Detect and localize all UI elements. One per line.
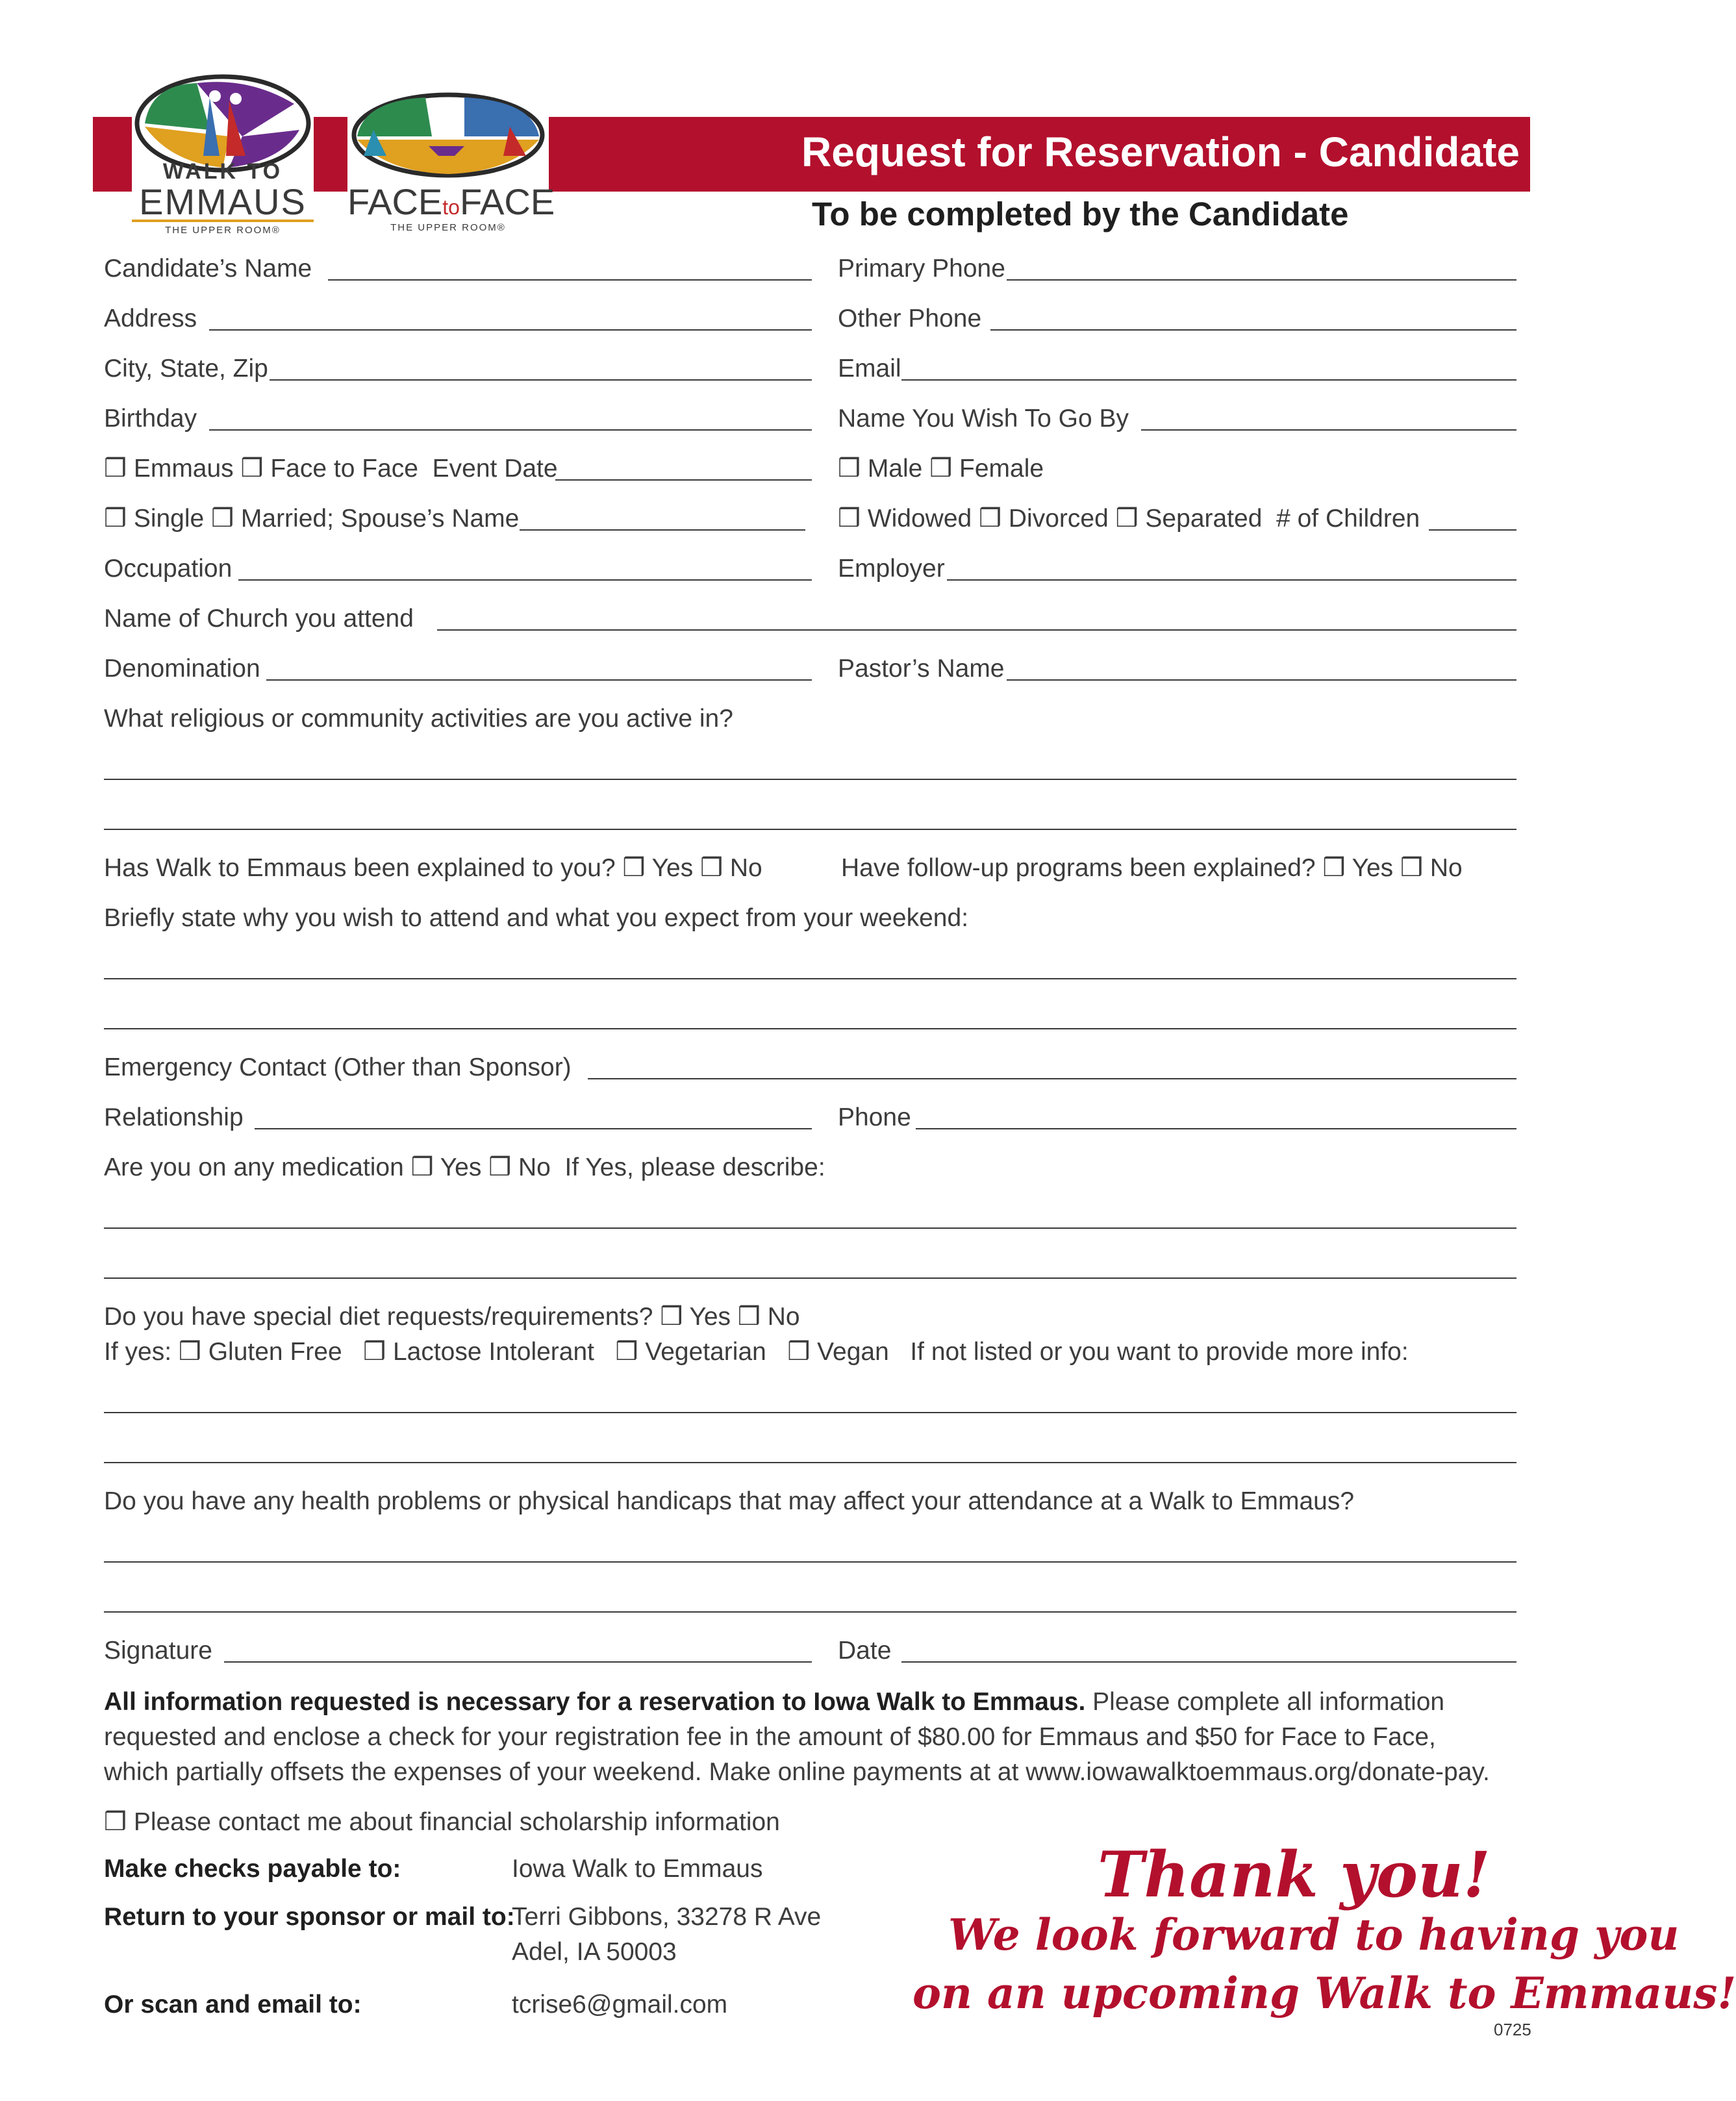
event-date-label: Event Date — [432, 455, 558, 483]
diet-yes-label: Yes — [689, 1303, 731, 1331]
activities-line-2[interactable] — [104, 829, 1516, 830]
walk-to-emmaus-logo — [132, 71, 314, 240]
separated-checkbox[interactable]: ❒ — [1115, 505, 1138, 533]
city-state-zip-label: City, State, Zip — [104, 355, 268, 383]
vegetarian-checkbox[interactable]: ❒ — [615, 1338, 638, 1366]
primary-phone-field[interactable] — [1007, 279, 1516, 281]
thank-you-line-3: on an upcoming Walk to Emmaus! — [912, 1968, 1736, 2019]
male-checkbox[interactable]: ❒ — [838, 455, 861, 483]
signature-label: Signature — [104, 1637, 212, 1665]
return-value-1: Terri Gibbons, 33278 R Ave — [512, 1903, 822, 1931]
vegetarian-label: Vegetarian — [645, 1338, 766, 1366]
candidate-name-field[interactable] — [328, 279, 812, 281]
logo-upper-room: THE UPPER ROOM® — [390, 222, 506, 233]
other-phone-field[interactable] — [990, 329, 1516, 331]
logo-upper-room: THE UPPER ROOM® — [165, 225, 281, 236]
children-label: # of Children — [1276, 505, 1420, 533]
health-line-1[interactable] — [104, 1561, 1516, 1563]
diet-no-label: No — [767, 1303, 800, 1331]
medication-yes-label: Yes — [440, 1153, 482, 1181]
lactose-label: Lactose Intolerant — [392, 1338, 595, 1366]
payable-value: Iowa Walk to Emmaus — [512, 1855, 763, 1883]
denomination-field[interactable] — [266, 679, 812, 681]
email-field[interactable] — [901, 379, 1516, 381]
activities-line-1[interactable] — [104, 779, 1516, 780]
medication-no-checkbox[interactable]: ❒ — [488, 1153, 512, 1181]
occupation-label: Occupation — [104, 555, 233, 583]
event-date-field[interactable] — [555, 479, 812, 481]
signature-field[interactable] — [224, 1661, 812, 1663]
logo-to: to — [442, 195, 460, 219]
occupation-field[interactable] — [238, 579, 812, 581]
info-paragraph — [104, 1685, 1533, 1790]
scholarship-label: Please contact me about financial scholarship information — [133, 1808, 780, 1836]
relationship-field[interactable] — [255, 1128, 812, 1129]
followup-no-checkbox[interactable]: ❒ — [1400, 854, 1423, 882]
logo-face-2: FACE — [459, 181, 555, 222]
emmaus-label: Emmaus — [133, 455, 234, 483]
emmaus-checkbox[interactable]: ❒ — [104, 455, 127, 483]
date-field[interactable] — [901, 1661, 1516, 1663]
diet-line-2[interactable] — [104, 1462, 1516, 1463]
diet-label: Do you have special diet requests/requirements? — [104, 1303, 653, 1331]
diet-line-1[interactable] — [104, 1412, 1516, 1413]
name-go-by-label: Name You Wish To Go By — [838, 405, 1129, 433]
return-value-2: Adel, IA 50003 — [512, 1938, 677, 1966]
phone-field[interactable] — [916, 1128, 1516, 1129]
emergency-field[interactable] — [588, 1078, 1516, 1079]
relationship-label: Relationship — [104, 1103, 244, 1131]
separated-label: Separated — [1145, 505, 1263, 533]
thank-you-line-2: We look forward to having you — [948, 1909, 1679, 1960]
info-rest: Please complete all information — [1085, 1688, 1445, 1716]
email-label: Email — [838, 355, 901, 383]
followup-label: Have follow-up programs been explained? — [841, 854, 1316, 882]
single-checkbox[interactable]: ❒ — [104, 505, 127, 533]
date-label: Date — [838, 1637, 892, 1665]
info-bold: All information requested is necessary for a reservation to Iowa Walk to Emmaus. — [104, 1688, 1086, 1716]
pastor-field[interactable] — [1007, 679, 1516, 681]
if-yes-label: If yes: — [104, 1338, 172, 1366]
logo-emmaus: EMMAUS — [139, 181, 307, 222]
employer-field[interactable] — [947, 579, 1516, 581]
explained-label: Has Walk to Emmaus been explained to you? — [104, 854, 616, 882]
thank-you-heading: Thank you! — [1098, 1838, 1491, 1911]
why-line-2[interactable] — [104, 1028, 1516, 1029]
scan-label: Or scan and email to: — [104, 1991, 362, 2019]
face-to-face-checkbox[interactable]: ❒ — [240, 455, 264, 483]
gluten-label: Gluten Free — [208, 1338, 342, 1366]
employer-label: Employer — [838, 555, 945, 583]
health-line-2[interactable] — [104, 1611, 1516, 1613]
spouse-name-field[interactable] — [520, 529, 805, 531]
widowed-label: Widowed — [867, 505, 972, 533]
divorced-checkbox[interactable]: ❒ — [979, 505, 1002, 533]
diet-no-checkbox[interactable]: ❒ — [737, 1303, 761, 1331]
medication-yes-checkbox[interactable]: ❒ — [410, 1153, 434, 1181]
medication-line-2[interactable] — [104, 1277, 1516, 1279]
explained-no-label: No — [729, 854, 762, 882]
birthday-field[interactable] — [209, 429, 812, 431]
church-field[interactable] — [437, 629, 1516, 631]
city-state-zip-field[interactable] — [270, 379, 812, 381]
info-line-3: which partially offsets the expenses of your weekend. Make online payments at at www.iowawalktoemmaus.org/donate-pay. — [104, 1758, 1490, 1786]
medication-no-label: No — [518, 1153, 551, 1181]
medication-describe-label: If Yes, please describe: — [564, 1153, 825, 1181]
female-label: Female — [959, 455, 1044, 483]
info-line-2: requested and enclose a check for your registration fee in the amount of $80.00 for Emmaus and $50 for Face to Face, — [104, 1723, 1436, 1751]
why-line-1[interactable] — [104, 978, 1516, 979]
married-checkbox[interactable]: ❒ — [211, 505, 234, 533]
divorced-label: Divorced — [1008, 505, 1109, 533]
why-label: Briefly state why you wish to attend and what you expect from your weekend: — [104, 904, 969, 932]
followup-no-label: No — [1429, 854, 1463, 882]
primary-phone-label: Primary Phone — [838, 255, 1005, 283]
form-code: 0725 — [1494, 2020, 1531, 2039]
address-label: Address — [104, 305, 197, 333]
female-checkbox[interactable]: ❒ — [929, 455, 953, 483]
medication-line-1[interactable] — [104, 1227, 1516, 1229]
lactose-checkbox[interactable]: ❒ — [363, 1338, 386, 1366]
medication-label: Are you on any medication — [104, 1153, 404, 1181]
face-to-face-logo — [347, 91, 555, 240]
followup-yes-label: Yes — [1352, 854, 1394, 882]
other-phone-label: Other Phone — [838, 305, 982, 333]
return-label: Return to your sponsor or mail to: — [104, 1903, 515, 1931]
male-label: Male — [867, 455, 923, 483]
scan-value[interactable]: tcrise6@gmail.com — [512, 1991, 728, 2019]
explained-no-checkbox[interactable]: ❒ — [700, 854, 723, 882]
scholarship-checkbox[interactable]: ❒ — [104, 1808, 127, 1836]
name-go-by-field[interactable] — [1141, 429, 1516, 431]
logo-face-1: FACE — [347, 181, 443, 222]
church-label: Name of Church you attend — [104, 605, 414, 633]
page-subtitle: To be completed by the Candidate — [812, 195, 1349, 233]
married-label: Married; Spouse’s Name — [240, 505, 520, 533]
face-to-face-emblem-icon — [347, 91, 549, 179]
vegan-label: Vegan — [817, 1338, 889, 1366]
denomination-label: Denomination — [104, 655, 260, 683]
widowed-checkbox[interactable]: ❒ — [838, 505, 861, 533]
followup-yes-checkbox[interactable]: ❒ — [1322, 854, 1346, 882]
payable-label: Make checks payable to: — [104, 1855, 401, 1883]
children-field[interactable] — [1429, 529, 1516, 531]
face-to-face-label: Face to Face — [270, 455, 418, 483]
single-label: Single — [133, 505, 205, 533]
vegan-checkbox[interactable]: ❒ — [787, 1338, 811, 1366]
explained-yes-checkbox[interactable]: ❒ — [622, 854, 646, 882]
page-title: Request for Reservation - Candidate — [801, 129, 1520, 175]
health-label: Do you have any health problems or physical handicaps that may affect your attendance at a Walk to Emmaus? — [104, 1487, 1355, 1515]
gluten-checkbox[interactable]: ❒ — [178, 1338, 201, 1366]
activities-label: What religious or community activities are you active in? — [104, 705, 733, 733]
logo-walk-to: WALK TO — [162, 159, 283, 184]
address-field[interactable] — [209, 329, 812, 331]
pastor-label: Pastor’s Name — [838, 655, 1005, 683]
candidate-name-label: Candidate’s Name — [104, 255, 312, 283]
phone-label: Phone — [838, 1103, 911, 1131]
emergency-label: Emergency Contact (Other than Sponsor) — [104, 1053, 572, 1081]
birthday-label: Birthday — [104, 405, 197, 433]
diet-yes-checkbox[interactable]: ❒ — [660, 1303, 683, 1331]
explained-yes-label: Yes — [651, 854, 694, 882]
not-listed-label: If not listed or you want to provide more info: — [910, 1338, 1409, 1366]
